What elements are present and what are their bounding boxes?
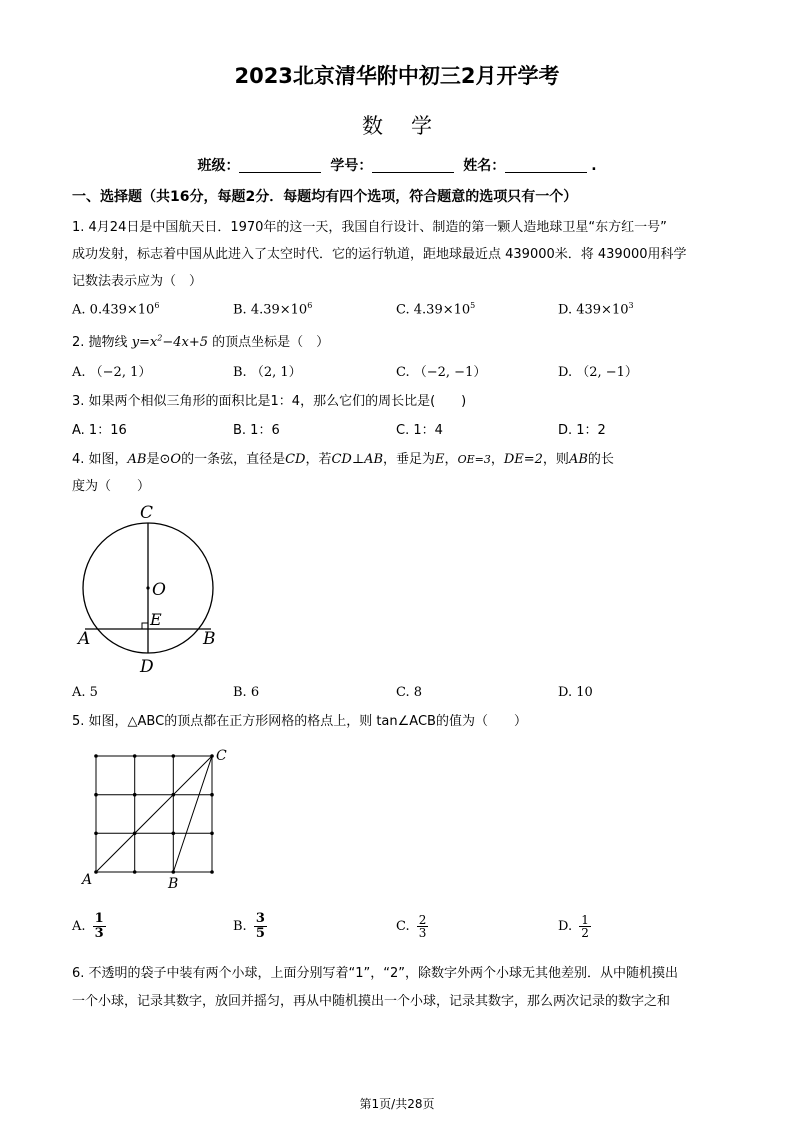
q3-option-b[interactable]: B. 1：6 xyxy=(233,423,280,438)
exam-title: 2023北京清华附中初三2月开学考 xyxy=(234,64,560,88)
q4-option-c[interactable]: C. 8 xyxy=(396,685,423,700)
q2-option-b[interactable]: B. （2, 1） xyxy=(233,365,302,380)
center-point xyxy=(146,586,149,589)
q1-option-b[interactable]: B. $4.39\times 10^6$ xyxy=(233,301,313,318)
class-label: 班级： xyxy=(197,158,240,174)
id-blank[interactable] xyxy=(372,159,454,173)
end-mark: . xyxy=(591,158,597,174)
q2-option-c[interactable]: C. （−2, −1） xyxy=(396,365,487,380)
label-b: B xyxy=(168,876,179,892)
q3-option-c[interactable]: C. 1：4 xyxy=(396,423,443,438)
q2-option-a[interactable]: A. （−2, 1） xyxy=(72,365,152,380)
label-c: C xyxy=(140,503,154,523)
subject-title: 数学 xyxy=(362,114,460,138)
q5-option-d[interactable]: D. $\frac{1}{2}$ xyxy=(558,913,589,940)
q5-option-b[interactable]: B. $\frac{3}{5}$ xyxy=(233,911,265,941)
q4-option-a[interactable]: A. 5 xyxy=(72,685,98,700)
q5-grid-figure xyxy=(76,744,236,892)
label-a: A xyxy=(78,629,91,649)
side-bc xyxy=(173,756,212,872)
q3-option-d[interactable]: D. 1：2 xyxy=(558,423,606,438)
page-number: 第1页/共28页 xyxy=(359,1097,435,1111)
q1-line3: 记数法表示应为（ ） xyxy=(72,274,203,289)
q5-option-c[interactable]: C. $\frac{2}{3}$ xyxy=(396,913,427,940)
label-b: B xyxy=(203,629,216,649)
id-label: 学号： xyxy=(330,158,373,174)
right-angle-mark xyxy=(142,623,148,629)
q2-option-d[interactable]: D. （2, −1） xyxy=(558,365,638,380)
name-blank[interactable] xyxy=(505,159,587,173)
q2-question: 2. 抛物线 $y=x^2-4x+5$ 的顶点坐标是（ ） xyxy=(72,333,330,350)
q6-line2: 一个小球，记录其数字，放回并摇匀，再从中随机摸出一个小球，记录其数字，那么两次记录的数字之和 xyxy=(72,994,671,1009)
q1-line2: 成功发射，标志着中国从此进入了太空时代．它的运行轨道，距地球最近点 439000米．将 439000用科学 xyxy=(72,247,687,262)
q4-option-d[interactable]: D. 10 xyxy=(558,685,593,700)
q4-line2: 度为（ ） xyxy=(72,479,151,494)
label-o: O xyxy=(152,580,166,600)
q1-option-a[interactable]: A. $0.439\times 10^6$ xyxy=(72,301,160,318)
fraction: $\frac{2}{3}$ xyxy=(418,913,427,940)
q6-line1: 6. 不透明的袋子中装有两个小球，上面分别写着“1”，“2”，除数字外两个小球无其他差别．从中随机摸出 xyxy=(72,966,679,981)
q3-option-a[interactable]: A. 1：16 xyxy=(72,423,127,438)
q5-option-a[interactable]: A. $\frac{1}{3}$ xyxy=(72,911,104,941)
section-heading: 一、选择题（共16分，每题2分．每题均有四个选项，符合题意的选项只有一个） xyxy=(72,189,578,205)
q1-line1: 1. 4月24日是中国航天日．1970年的这一天，我国自行设计、制造的第一颗人造地球卫星“东方红一号” xyxy=(72,220,667,235)
side-ac xyxy=(96,756,212,872)
student-info-line xyxy=(0,155,794,175)
q3-question: 3. 如果两个相似三角形的面积比是1：4，那么它们的周长比是( ) xyxy=(72,394,467,409)
label-a: A xyxy=(82,872,93,888)
label-e: E xyxy=(150,610,162,629)
fraction: $\frac{1}{2}$ xyxy=(581,913,589,940)
q1-option-c[interactable]: C. $4.39\times 10^5$ xyxy=(396,301,476,318)
label-d: D xyxy=(140,657,154,677)
q1-option-d[interactable]: D. $439\times 10^3$ xyxy=(558,301,634,318)
q4-option-b[interactable]: B. 6 xyxy=(233,685,260,700)
q4-line1: 4. 如图，AB是⊙O的一条弦，直径是CD，若CD⊥AB，垂足为E，OE=3，DE=2，则AB的长 xyxy=(72,452,614,467)
fraction: $\frac{1}{3}$ xyxy=(94,911,104,941)
class-blank[interactable] xyxy=(239,159,321,173)
q4-circle-figure xyxy=(70,498,230,680)
name-label: 姓名： xyxy=(463,158,506,174)
fraction: $\frac{3}{5}$ xyxy=(255,911,265,941)
q5-question: 5. 如图，△ABC的顶点都在正方形网格的格点上，则 tan∠ACB的值为（ ） xyxy=(72,714,527,729)
label-c: C xyxy=(216,748,227,764)
